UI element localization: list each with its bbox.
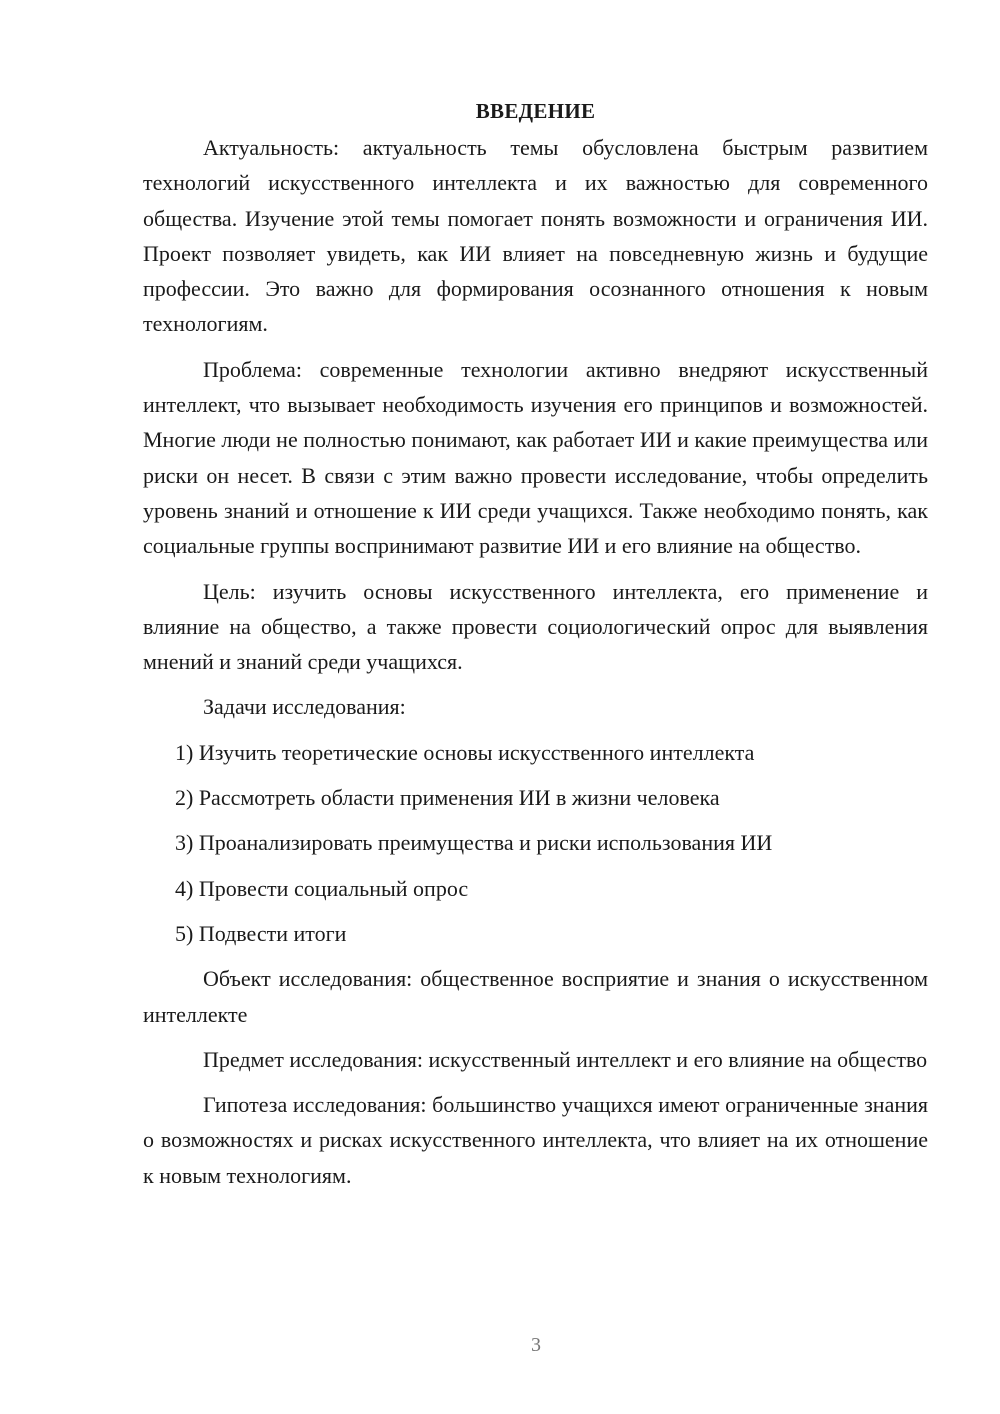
object-paragraph: Объект исследования: общественное восприятие и знания о искусственном интеллекте <box>143 966 928 1027</box>
list-item: 3) Проанализировать преимущества и риски использования ИИ <box>175 830 773 856</box>
goal-paragraph: Цель: изучить основы искусственного интеллекта, его применение и влияние на общество, а также провести социологический опрос для выявления мнений и знаний среди учащихся. <box>143 578 928 675</box>
tasks-heading: Задачи исследования: <box>203 694 406 720</box>
page-content <box>143 96 928 1203</box>
section-heading: ВВЕДЕНИЕ <box>475 99 596 123</box>
list-item: 4) Провести социальный опрос <box>175 875 469 901</box>
subject-paragraph: Предмет исследования: искусственный интеллект и его влияние на общество <box>203 1046 928 1072</box>
tasks-list <box>143 735 928 951</box>
list-item: 5) Подвести итоги <box>175 920 347 946</box>
hypothesis-paragraph: Гипотеза исследования: большинство учащихся имеют ограниченные знания о возможностях и рисках искусственного интеллекта, что влияет на их отношение к новым технологиям. <box>143 1092 928 1188</box>
page-number: 3 <box>531 1334 541 1356</box>
list-item: 2) Рассмотреть области применения ИИ в жизни человека <box>175 785 720 811</box>
list-item: 1) Изучить теоретические основы искусственного интеллекта <box>175 739 755 765</box>
relevance-paragraph: Актуальность: актуальность темы обусловлена быстрым развитием технологий искусственного интеллекта и их важностью для современного общества. Изучение этой темы помогает понять возможности и ограничения ИИ. Проект позволяет увидеть, как ИИ влияет на повседневную жизнь и будущие профессии. Это важно для формирования осознанного отношения к новым технологиям. <box>143 135 928 337</box>
problem-paragraph: Проблема: современные технологии активно внедряют искусственный интеллект, что вызывает необходимость изучения его принципов и возможностей. Многие люди не полностью понимают, как работает ИИ и какие преимущества или риски он несет. В связи с этим важно провести исследование, чтобы определить уровень знаний и отношение к ИИ среди учащихся. Также необходимо понять, как социальные группы воспринимают развитие ИИ и его влияние на общество. <box>143 356 928 559</box>
